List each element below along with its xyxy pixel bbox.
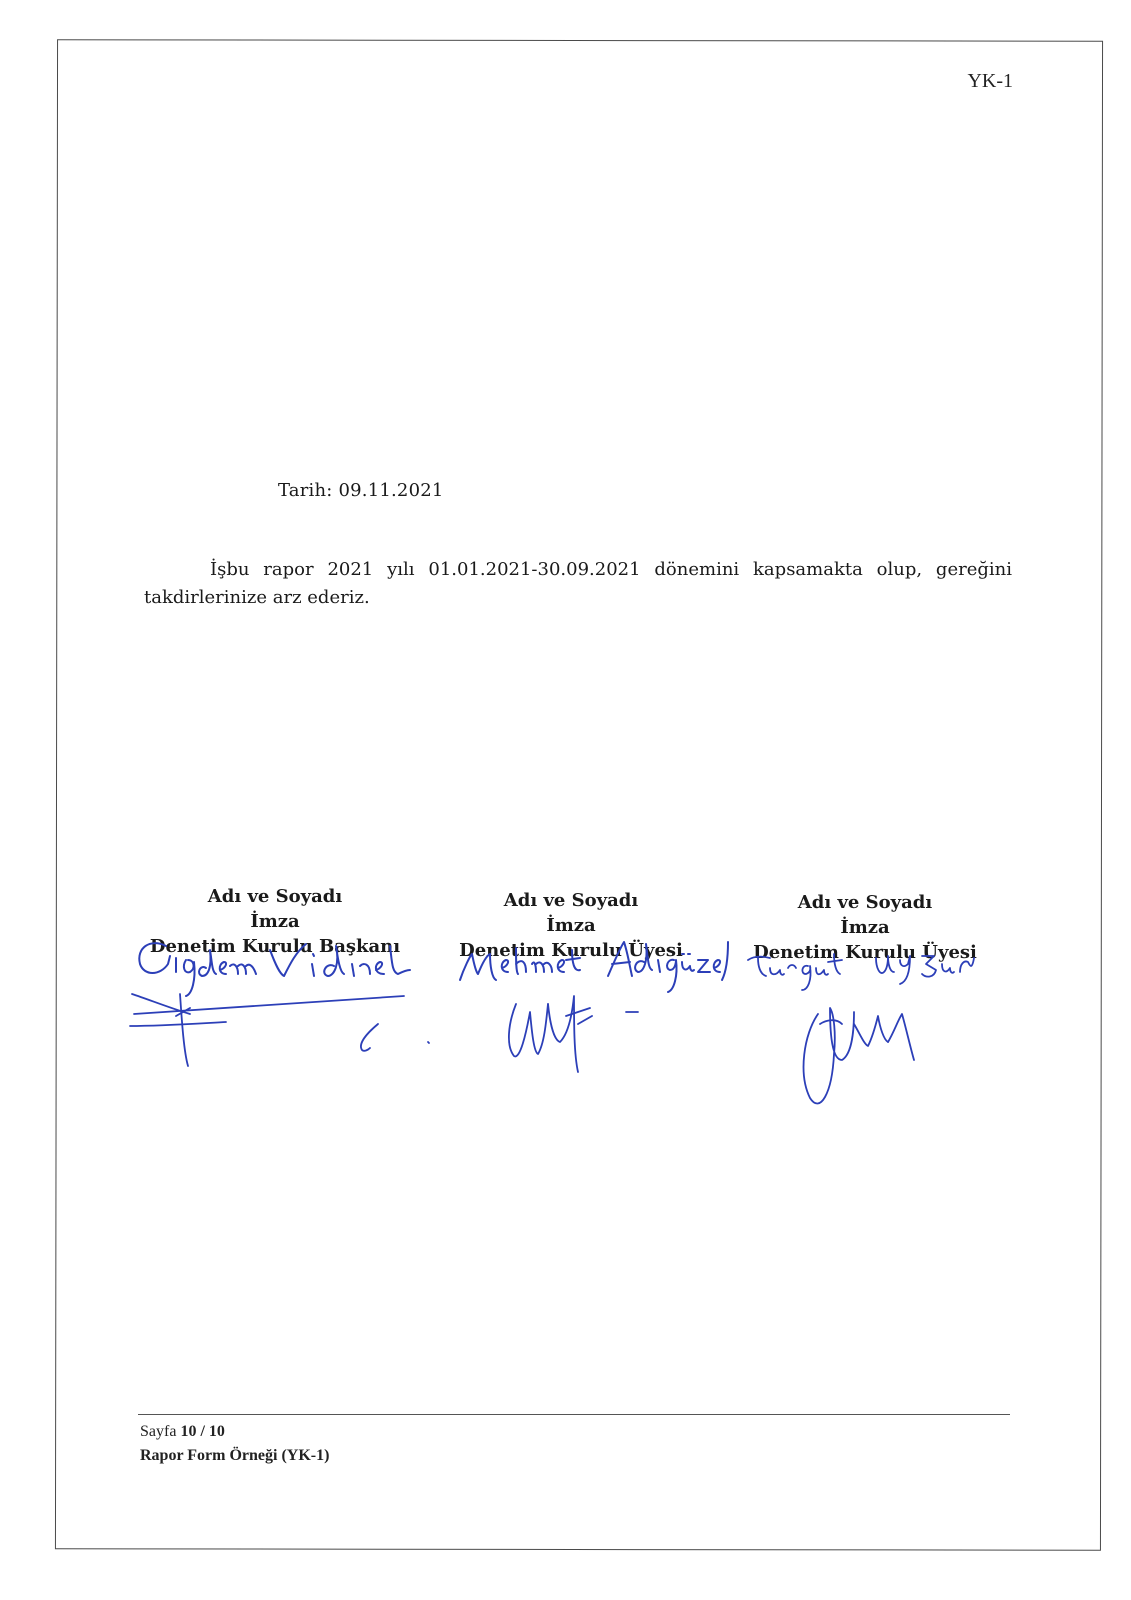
document-code: YK-1	[967, 70, 1013, 92]
signature-member-2-handwriting	[748, 954, 974, 990]
report-date: Tarih: 09.11.2021	[278, 480, 444, 501]
signature-section	[130, 884, 1030, 1144]
signature-chair-mark	[130, 994, 429, 1066]
name-label: Adı ve Soyadı	[797, 892, 933, 913]
signature-label: İmza	[546, 915, 596, 936]
name-label: Adı ve Soyadı	[207, 886, 343, 907]
signature-member-2-mark	[804, 1008, 914, 1104]
page-number: 10 / 10	[180, 1423, 225, 1440]
footer-divider	[138, 1414, 1010, 1415]
handwritten-signatures	[130, 884, 1030, 1144]
name-label: Adı ve Soyadı	[503, 890, 639, 911]
signature-chair-handwriting	[139, 943, 410, 996]
signature-member-1-handwriting	[460, 942, 728, 992]
signature-label: İmza	[840, 917, 890, 938]
role-label: Denetim Kurulu Başkanı	[149, 936, 401, 957]
page-border	[55, 39, 1103, 1550]
page-footer	[140, 1420, 329, 1468]
signature-label: İmza	[250, 911, 300, 932]
page-label: Sayfa	[140, 1423, 177, 1440]
page-number-line	[140, 1420, 329, 1444]
form-name: Rapor Form Örneği (YK-1)	[140, 1447, 330, 1464]
report-statement: İşbu rapor 2021 yılı 01.01.2021-30.09.2021 dönemini kapsamakta olup, gereğini takdirlerinize arz ederiz.	[144, 559, 1012, 608]
role-label: Denetim Kurulu Üyesi	[753, 942, 977, 963]
signature-member-1-mark	[509, 996, 638, 1072]
role-label: Denetim Kurulu Üyesi	[459, 940, 683, 961]
